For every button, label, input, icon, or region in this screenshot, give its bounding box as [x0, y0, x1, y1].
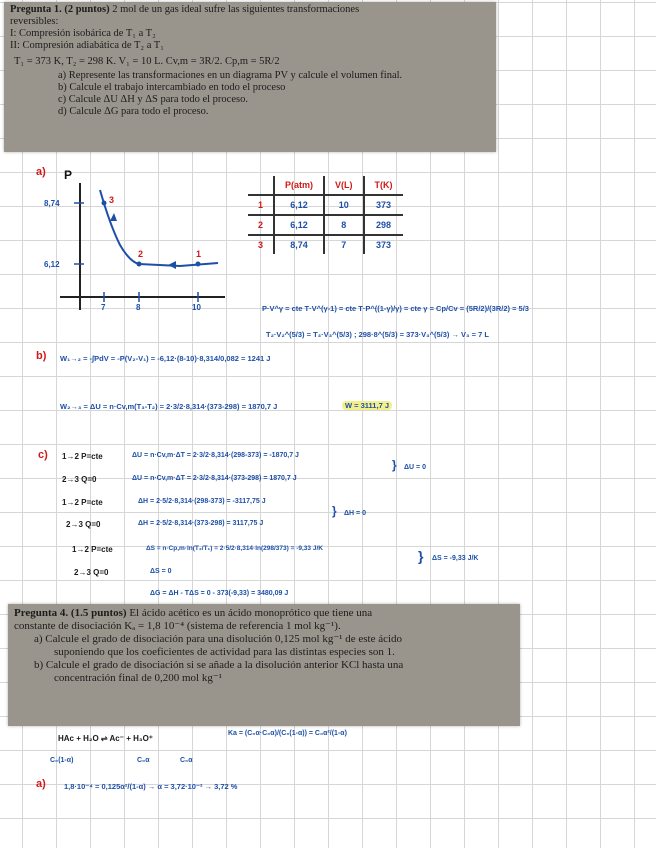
part-c-label: c): [38, 449, 48, 461]
q4-title: Pregunta 4. (1.5 puntos): [14, 607, 127, 619]
step-label: 2→3 Q=0: [62, 475, 97, 484]
work-total: W = 3111,7 J: [342, 401, 392, 410]
q4-line: a) Calcule el grado de disociación para una disolución 0,125 mol kg⁻¹ de este ácido: [34, 633, 403, 645]
x-tick-label: 8: [136, 303, 141, 310]
step-label: 2→3 Q=0: [74, 568, 109, 577]
table-header: P(atm): [274, 176, 324, 195]
table-header: T(K): [364, 176, 403, 195]
cell: 2: [258, 220, 264, 230]
reaction: HAc + H₂O ⇌ Ac⁻ + H₃O⁺: [58, 734, 154, 743]
dh-total: ΔH = 0: [344, 510, 366, 517]
states-table: [248, 176, 403, 254]
q1-item: c) Calcule ΔU ΔH y ΔS para todo el proceso.: [58, 94, 248, 105]
cell: 373: [364, 195, 403, 215]
q1-item: d) Calcule ΔG para todo el proceso.: [58, 106, 209, 117]
q4-line: concentración final de 0,200 mol kg⁻¹: [54, 672, 222, 684]
table-row: [248, 215, 403, 235]
work-1-2: W₁→₂ = -∫PdV = -P(V₂-V₁) = -6,12·(8-10)·8,314/0,082 = 1241 J: [60, 354, 271, 363]
table-row: [248, 235, 403, 254]
cell: 3: [258, 240, 264, 250]
direction-arrow: [110, 213, 117, 221]
step-label: 1→2 P=cte: [72, 545, 113, 554]
ka-expression: Ka = (C₀α·C₀α)/(C₀(1-α)) = C₀α²/(1-α): [228, 730, 347, 737]
q1-line: T₁ = 373 K, T₂ = 298 K. V₁ = 10 L. Cv,m = 3R/2. Cp,m = 5R/2: [14, 56, 280, 67]
final-volume-calc: T₂·V₂^(5/3) = T₃·V₃^(5/3) ; 298·8^(5/3) = 373·V₃^(5/3) → V₃ = 7 L: [266, 330, 489, 339]
q1-line: I: Compresión isobárica de T₁ a T₂: [10, 28, 156, 39]
x-tick-label: 7: [101, 303, 106, 310]
q1-title: Pregunta 1. (2 puntos): [10, 4, 110, 15]
direction-arrow: [168, 261, 176, 269]
cell: 7: [324, 235, 364, 254]
step-label: 2→3 Q=0: [66, 520, 101, 529]
q1-line: II: Compresión adiabática de T₂ a T₁: [10, 40, 164, 51]
table-header: V(L): [324, 176, 364, 195]
state-point: [196, 262, 201, 267]
cell: 8: [324, 215, 364, 235]
cell: 8,74: [274, 235, 324, 254]
c-eq: ΔU = n·Cv,m·ΔT = 2·3/2·8,314·(373-298) = 1870,7 J: [132, 475, 297, 482]
cell: 10: [324, 195, 364, 215]
state-point: [102, 201, 107, 206]
c-eq: ΔS = 0: [150, 568, 172, 575]
step-label: 1→2 P=cte: [62, 452, 103, 461]
brace: }: [332, 504, 337, 518]
x-tick-label: 10: [192, 303, 201, 310]
table-row: [248, 195, 403, 215]
question-4-box: [8, 604, 520, 726]
state-point: [137, 262, 142, 267]
q1-item: a) Represente las transformaciones en un diagrama PV y calcule el volumen final.: [58, 70, 403, 81]
adiabatic-relations: P·V^γ = cte T·V^(γ-1) = cte T·P^((1-γ)/γ) = cte γ = Cp/Cv = (5R/2)/(3R/2) = 5/3: [262, 304, 529, 313]
conc-h3o: C₀α: [180, 757, 193, 764]
q4-line: constante de disociación Kₐ = 1,8 10⁻⁴ (sistema de referencia 1 mol kg⁻¹).: [14, 620, 341, 632]
q4-part-a-label: a): [36, 778, 46, 790]
y-tick-label: 6,12: [44, 260, 60, 269]
p-axis-label: P: [64, 168, 73, 182]
part-b-label: b): [36, 350, 47, 362]
conc-hac: C₀(1-α): [50, 757, 74, 764]
table-header: [248, 176, 274, 195]
c-eq: ΔS = n·Cp,m·ln(T₂/T₁) = 2·5/2·8,314·ln(298/373) = -9,33 J/K: [146, 545, 323, 552]
state-label: 3: [109, 195, 115, 205]
c-eq: ΔH = 2·5/2·8,314·(373-298) = 3117,75 J: [138, 520, 264, 527]
alpha-answer: 1,8·10⁻⁴ = 0,125α²/(1-α) → α = 3,72·10⁻² → 3,72 %: [64, 782, 238, 791]
q1-item: b) Calcule el trabajo intercambiado en todo el proceso: [58, 82, 286, 93]
q1-line: reversibles:: [10, 16, 59, 27]
q1-line: 2 mol de un gas ideal sufre las siguientes transformaciones: [112, 4, 360, 15]
question-1-box: [4, 2, 496, 152]
du-total: ΔU = 0: [404, 464, 426, 471]
brace: }: [392, 458, 397, 472]
y-tick-label: 8,74: [44, 199, 60, 208]
cell: 298: [364, 215, 403, 235]
brace: }: [418, 548, 424, 564]
state-label: 2: [138, 249, 144, 259]
dg-calc: ΔG = ΔH - TΔS = 0 - 373(-9,33) = 3480,09 J: [150, 590, 289, 597]
q4-line: El ácido acético es un ácido monoprótico que tiene una: [129, 607, 373, 619]
cell: 6,12: [274, 195, 324, 215]
c-eq: ΔH = 2·5/2·8,314·(298-373) = -3117,75 J: [138, 498, 266, 505]
c-eq: ΔU = n·Cv,m·ΔT = 2·3/2·8,314·(298-373) = -1870,7 J: [132, 452, 299, 459]
q4-line: b) Calcule el grado de disociación si se añade a la disolución anterior KCl hasta una: [34, 659, 404, 671]
cell: 1: [258, 200, 264, 210]
part-a-label: a): [36, 166, 46, 178]
q4-line: suponiendo que los coeficientes de actividad para las distintas especies son 1.: [54, 646, 395, 658]
pv-diagram: [40, 165, 230, 310]
step-label: 1→2 P=cte: [62, 498, 103, 507]
ds-total: ΔS = -9,33 J/K: [432, 555, 479, 562]
cell: 6,12: [274, 215, 324, 235]
cell: 373: [364, 235, 403, 254]
state-label: 1: [196, 249, 202, 259]
conc-ac: C₀α: [137, 757, 150, 764]
work-2-3: W₂→₃ = ΔU = n·Cv,m(T₃-T₂) = 2·3/2·8,314·(373-298) = 1870,7 J: [60, 402, 278, 411]
